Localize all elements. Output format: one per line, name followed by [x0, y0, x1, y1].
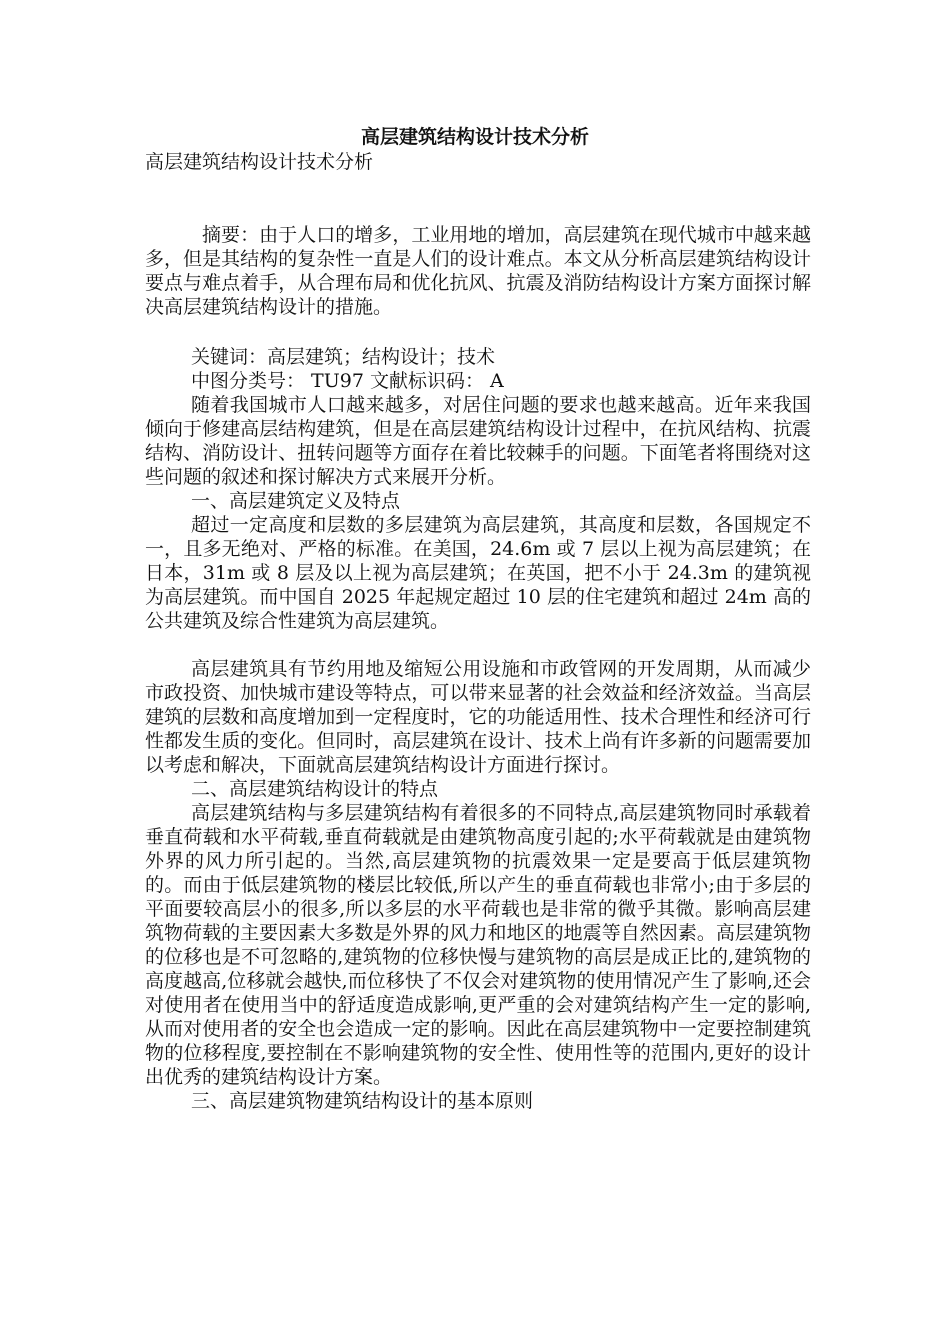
classification-line: 中图分类号： TU97 文献标识码： A [191, 370, 504, 392]
document-body [145, 150, 811, 1113]
features-paragraph: 高层建筑结构与多层建筑结构有着很多的不同特点,高层建筑物同时承载着垂直荷载和水平荷载,垂直荷载就是由建筑物高度引起的;水平荷载就是由建筑物外界的风力所引起的。当然,高层建筑物的抗震效果一定是要高于低层建筑物的。而由于低层建筑物的楼层比较低,所以产生的垂直荷载也非常小;由于多层的平面要较高层小的很多,所以多层的水平荷载也是非常的微乎其微。影响高层建筑物荷载的主要因素大多数是外界的风力和地区的地震等自然因素。高层建筑物的位移也是不可忽略的,建筑物的位移快慢与建筑物的高层是成正比的,建筑物的高度越高,位移就会越快,而位移快了不仅会对建筑物的使用情况产生了影响,还会对使用者在使用当中的舒适度造成影响,更严重的会对建筑结构产生一定的影响,从而对使用者的安全也会造成一定的影响。因此在高层建筑物中一定要控制建筑物的位移程度,要控制在不影响建筑物的安全性、使用性等的范围内,更好的设计出优秀的建筑结构设计方案。 [145, 802, 811, 1088]
keywords-line: 关键词：高层建筑；结构设计；技术 [191, 346, 496, 368]
section-heading-3: 三、高层建筑物建筑结构设计的基本原则 [191, 1090, 534, 1112]
advantages-paragraph: 高层建筑具有节约用地及缩短公用设施和市政管网的开发周期，从而减少市政投资、加快城市建设等特点，可以带来显著的社会效益和经济效益。当高层建筑的层数和高度增加到一定程度时，它的功能适用性、技术合理性和经济可行性都发生质的变化。但同时，高层建筑在设计、技术上尚有许多新的问题需要加以考虑和解决，下面就高层建筑结构设计方面进行探讨。 [145, 658, 811, 776]
definition-paragraph: 超过一定高度和层数的多层建筑为高层建筑，其高度和层数，各国规定不一，且多无绝对、严格的标准。在美国，24.6m 或 7 层以上视为高层建筑；在日本，31m 或 8 层及以上视为高层建筑；在英国，把不小于 24.3m 的建筑视为高层建筑。而中国自 2025 年起规定超过 10 层的住宅建筑和超过 24m 高的公共建筑及综合性建筑为高层建筑。 [145, 514, 811, 632]
document-title: 高层建筑结构设计技术分析 [360, 126, 589, 148]
document-subtitle: 高层建筑结构设计技术分析 [145, 151, 374, 173]
section-heading-1: 一、高层建筑定义及特点 [191, 490, 401, 512]
intro-paragraph: 随着我国城市人口越来越多，对居住问题的要求也越来越高。近年来我国倾向于修建高层结构建筑，但是在高层建筑结构设计过程中，在抗风结构、抗震结构、消防设计、扭转问题等方面存在着比较棘手的问题。下面笔者将围绕对这些问题的叙述和探讨解决方式来展开分析。 [145, 394, 811, 488]
abstract-paragraph: 摘要：由于人口的增多，工业用地的增加，高层建筑在现代城市中越来越多，但是其结构的复杂性一直是人们的设计难点。本文从分析高层建筑结构设计要点与难点着手，从合理布局和优化抗风、抗震及消防结构设计方案方面探讨解决高层建筑结构设计的措施。 [145, 224, 811, 318]
section-heading-2: 二、高层建筑结构设计的特点 [191, 778, 439, 800]
